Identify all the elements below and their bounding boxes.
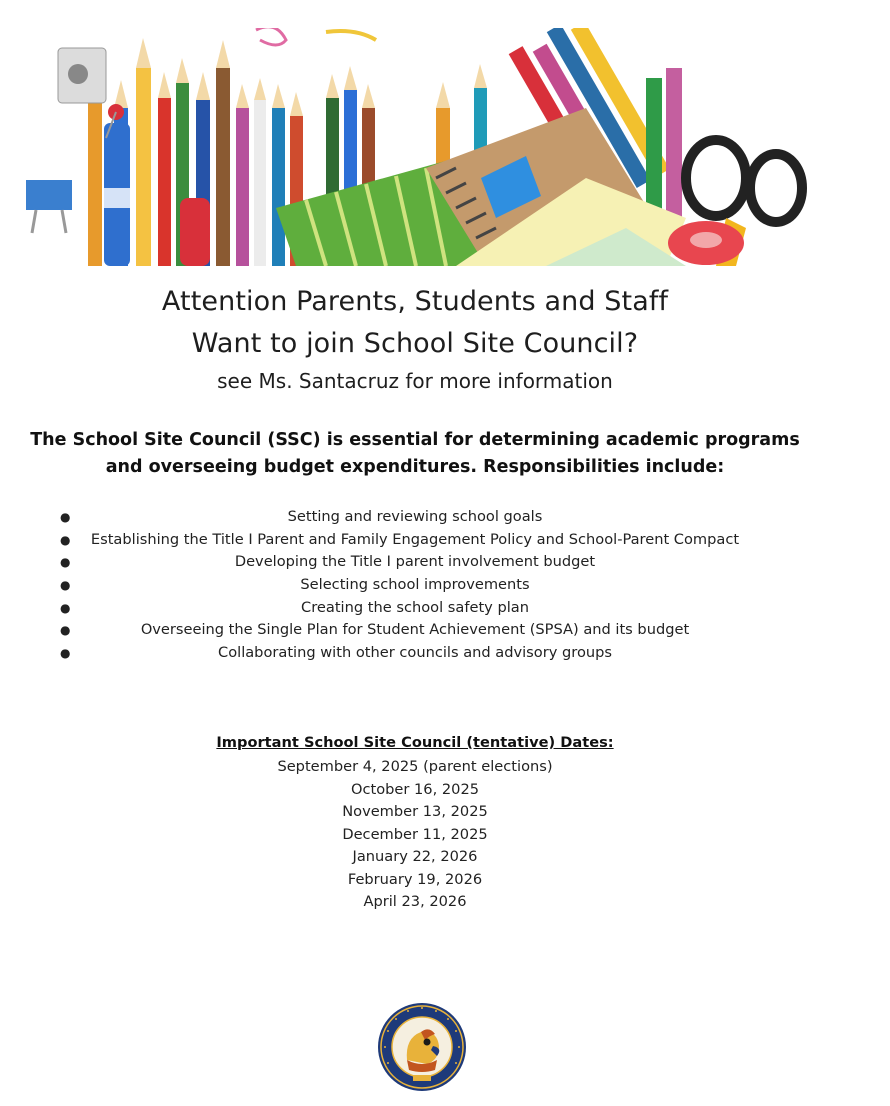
- list-item: ● Setting and reviewing school goals: [0, 506, 830, 529]
- intro-line-2: and overseeing budget expenditures. Responsibilities include:: [105, 457, 725, 477]
- list-item: ● Developing the Title I parent involvement budget: [0, 551, 830, 574]
- date-item: November 13, 2025: [342, 803, 488, 820]
- bullet-icon: ●: [60, 623, 71, 638]
- list-item: ● Creating the school safety plan: [0, 597, 830, 620]
- bullet-icon: ●: [60, 510, 71, 524]
- headline-join-council: Want to join School Site Council?: [191, 328, 639, 359]
- bullet-icon: ●: [60, 646, 71, 661]
- responsibilities-list: [0, 506, 830, 665]
- bullet-icon: ●: [60, 555, 71, 570]
- date-item: October 16, 2025: [350, 780, 480, 798]
- school-supplies-banner: [26, 28, 812, 266]
- date-item: April 23, 2026: [363, 893, 467, 910]
- date-item: February 19, 2026: [347, 870, 483, 888]
- bullet-icon: ●: [60, 578, 71, 593]
- dates-list: [0, 756, 830, 914]
- list-item: ● Establishing the Title I Parent and Family Engagement Policy and School-Parent Compact: [0, 529, 830, 552]
- intro-line-1: The School Site Council (SSC) is essential for determining academic programs: [30, 430, 800, 450]
- bullet-icon: ●: [60, 532, 71, 547]
- bullet-icon: ●: [60, 600, 71, 615]
- school-supplies-illustration-icon: [26, 28, 812, 266]
- dates-heading: Important School Site Council (tentative) Dates:: [216, 734, 614, 751]
- list-item: ● Collaborating with other councils and advisory groups: [0, 642, 830, 665]
- school-seal-logo: [377, 1002, 467, 1092]
- list-item: ● Selecting school improvements: [0, 574, 830, 597]
- headline-attention: Attention Parents, Students and Staff: [161, 286, 669, 317]
- date-item: January 22, 2026: [352, 848, 478, 865]
- intro-paragraph: [0, 427, 830, 481]
- list-item: ● Overseeing the Single Plan for Student Achievement (SPSA) and its budget: [0, 619, 830, 642]
- date-item: December 11, 2025: [342, 825, 488, 843]
- date-item: September 4, 2025 (parent elections): [277, 758, 553, 775]
- contact-note: see Ms. Santacruz for more information: [217, 369, 613, 393]
- school-seal-icon: [377, 1002, 467, 1092]
